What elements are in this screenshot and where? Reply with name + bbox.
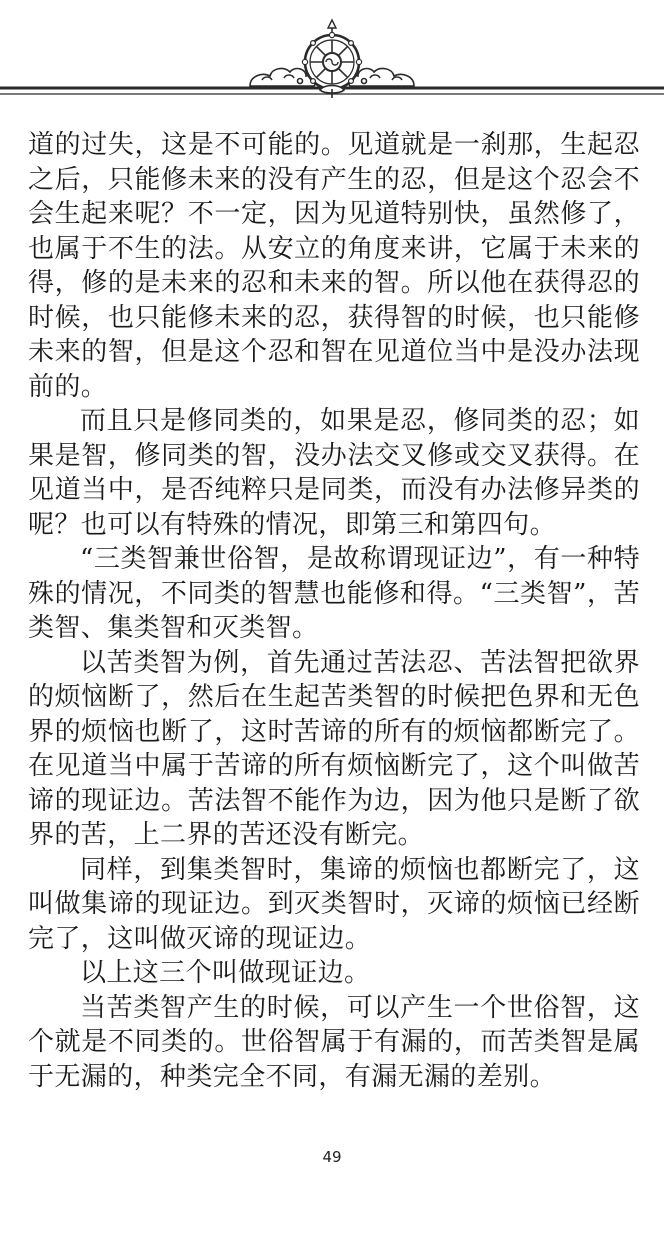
body-paragraph: 以上这三个叫做现证边。 [80,958,371,988]
body-paragraph: 而且只是修同类的，如果是忍，修同类的忍；如果是智，修同类的智，没办法交叉修或交叉获得。在见道当中，是否纯粹只是同类，而没有办法修异类的呢？也可以有特殊的情况，即第三和第四句。 [28,406,640,540]
body-paragraph: 同样，到集类智时，集谛的烦恼也都断完了，这叫做集谛的现证边。到灭类智时，灭谛的烦恼已经断完了，这叫做灭谛的现证边。 [28,854,640,954]
body-paragraph: 当苦类智产生的时候，可以产生一个世俗智，这个就是不同类的。世俗智属于有漏的，而苦类智是属于无漏的，种类完全不同，有漏无漏的差别。 [28,992,640,1092]
body-paragraph: “三类智兼世俗智，是故称谓现证边”，有一种特殊的情况，不同类的智慧也能修和得。“三类智”，苦类智、集类智和灭类智。 [28,544,640,643]
body-paragraph: 以苦类智为例，首先通过苦法忍、苦法智把欲界的烦恼断了，然后在生起苦类智的时候把色界和无色界的烦恼也断了，这时苦谛的所有的烦恼都断完了。在见道当中属于苦谛的所有烦恼断完了，这个叫做苦谛的现证边。苦法智不能作为边，因为他只是断了欲界的苦，上二界的苦还没有断完。 [28,647,640,850]
page-body [28,128,640,1094]
header-ornament [0,0,664,110]
page-number: 49 [322,1148,342,1166]
body-paragraph: 道的过失，这是不可能的。见道就是一刹那，生起忍之后，只能修未来的没有产生的忍，但是这个忍会不会生起来呢？不一定，因为见道特别快，虽然修了，也属于不生的法。从安立的角度来讲，它属于未来的得，修的是未来的忍和未来的智。所以他在获得忍的时候，也只能修未来的忍，获得智的时候，也只能修未来的智，但是这个忍和智在见道位当中是没办法现前的。 [28,130,640,402]
